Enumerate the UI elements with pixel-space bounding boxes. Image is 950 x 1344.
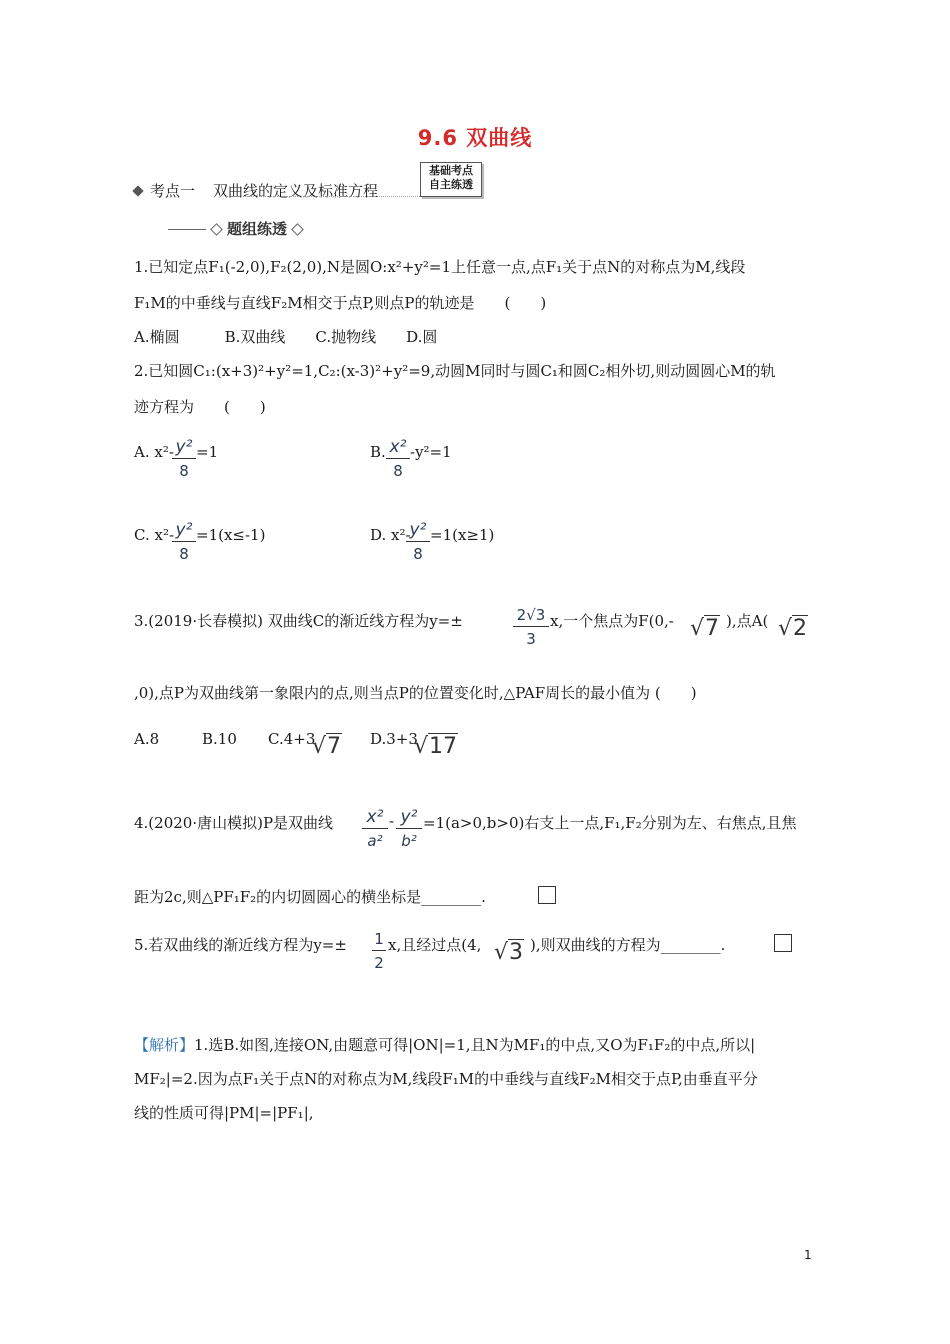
frac-den: 8 xyxy=(179,545,189,563)
frac-den: 3 xyxy=(526,630,536,648)
answer-checkbox[interactable] xyxy=(538,886,556,904)
q5-fraction xyxy=(372,930,386,972)
analysis-line2: MF₂|=2.因为点F₁关于点N的对称点为M,线段F₁M的中垂线与直线F₂M相交于点P,由垂直平分 xyxy=(134,1070,758,1088)
q2-option-c-fraction xyxy=(172,521,196,563)
q1-options: A.椭圆 B.双曲线 C.抛物线 D.圆 xyxy=(134,328,438,346)
analysis-line3: 线的性质可得|PM|=|PF₁|, xyxy=(134,1104,314,1122)
frac-num: x² xyxy=(389,437,407,457)
frac-num: 1 xyxy=(374,930,384,948)
q3-line1-mid2: ),点A( xyxy=(726,612,769,630)
diamond-icon xyxy=(210,223,223,236)
q2-option-c-post: =1(x≤-1) xyxy=(196,526,266,544)
frac-den: 2 xyxy=(374,954,384,972)
section-text: 双曲线的定义及标准方程 xyxy=(213,182,379,200)
q2-option-b-fraction xyxy=(386,438,410,480)
group-header xyxy=(168,218,308,239)
q5-line1-post: ),则双曲线的方程为________. xyxy=(530,936,726,954)
q2-option-a-fraction xyxy=(172,438,196,480)
q3-line2: ,0),点P为双曲线第一象限内的点,则当点P的位置变化时,△PAF周长的最小值为 ( ) xyxy=(134,684,697,702)
frac-num: y² xyxy=(409,520,427,540)
frac-den: 8 xyxy=(179,462,189,480)
divider xyxy=(168,229,206,230)
q2-option-d-fraction xyxy=(406,521,430,563)
q4-fraction-y xyxy=(396,808,422,850)
q3-option-c-sqrt: √7 xyxy=(312,734,342,759)
frac-den: b² xyxy=(401,832,417,850)
badge-line2: 自主练透 xyxy=(429,178,473,191)
q3-option-d: D.3+3 xyxy=(370,730,418,748)
frac-den: 8 xyxy=(393,462,403,480)
q2-option-d-post: =1(x≥1) xyxy=(430,526,495,544)
q2-option-d-pre: D. x²- xyxy=(370,526,411,544)
frac-num: y² xyxy=(175,520,193,540)
frac-num: y² xyxy=(400,807,418,827)
answer-checkbox[interactable] xyxy=(774,934,792,952)
frac-den: 8 xyxy=(413,545,423,563)
diamond-bullet-icon xyxy=(132,185,143,196)
q5-sqrt3: √3 xyxy=(494,940,524,965)
frac-den: a² xyxy=(367,832,383,850)
section-label: 考点一 xyxy=(150,182,196,200)
q3-line1-pre: 3.(2019·长春模拟) 双曲线C的渐近线方程为y=± xyxy=(134,612,463,630)
q2-option-b-pre: B. xyxy=(370,443,386,461)
q3-option-a: A.8 xyxy=(134,730,160,748)
topic-badge xyxy=(420,162,482,197)
q2-option-b-post: -y²=1 xyxy=(410,443,452,461)
frac-num: 2√3 xyxy=(516,606,546,624)
q3-option-d-sqrt: √17 xyxy=(414,734,458,759)
frac-num: x² xyxy=(366,807,384,827)
section-underline xyxy=(226,196,420,197)
q5-line1-mid: x,且经过点(4, xyxy=(388,936,482,954)
page-number: 1 xyxy=(804,1248,812,1262)
q2-option-a-post: =1 xyxy=(196,443,219,461)
q3-line1-mid: x,一个焦点为F(0,- xyxy=(550,612,674,630)
group-header-text: 题组练透 xyxy=(227,220,288,238)
q5-line1-pre: 5.若双曲线的渐近线方程为y=± xyxy=(134,936,347,954)
q4-line2: 距为2c,则△PF₁F₂的内切圆圆心的横坐标是________. xyxy=(134,888,486,906)
q2-option-a-pre: A. x²- xyxy=(134,443,174,461)
q3-option-b: B.10 xyxy=(202,730,237,748)
q3-sqrt7: √7 xyxy=(690,616,720,641)
q3-option-c: C.4+3 xyxy=(268,730,316,748)
q1-line2: F₁M的中垂线与直线F₂M相交于点P,则点P的轨迹是 ( ) xyxy=(134,294,547,312)
diamond-icon xyxy=(291,223,304,236)
q1-line1: 1.已知定点F₁(-2,0),F₂(2,0),N是圆O:x²+y²=1上任意一点,点F₁关于点N的对称点为M,线段 xyxy=(134,258,746,276)
q4-line1-post: =1(a>0,b>0)右支上一点,F₁,F₂分别为左、右焦点,且焦 xyxy=(423,814,797,832)
q4-line1-pre: 4.(2020·唐山模拟)P是双曲线 xyxy=(134,814,334,832)
badge-line1: 基础考点 xyxy=(429,164,473,177)
page-title: 9.6 双曲线 xyxy=(417,126,533,150)
q2-line1: 2.已知圆C₁:(x+3)²+y²=1,C₂:(x-3)²+y²=9,动圆M同时与圆C₁和圆C₂相外切,则动圆圆心M的轨 xyxy=(134,362,776,380)
q4-fraction-x xyxy=(362,808,388,850)
q3-fraction xyxy=(513,606,549,648)
q3-sqrt2: √2 xyxy=(778,616,808,641)
analysis-label: 【解析】 xyxy=(134,1036,195,1054)
section-heading xyxy=(134,180,378,201)
q2-option-c-pre: C. x²- xyxy=(134,526,175,544)
q2-line2: 迹方程为 ( ) xyxy=(134,398,266,416)
analysis-line1 xyxy=(134,1034,755,1055)
minus-sign: - xyxy=(389,812,395,830)
frac-num: y² xyxy=(175,437,193,457)
analysis-text: 1.选B.如图,连接ON,由题意可得|ON|=1,且N为MF₁的中点,又O为F₁F₂的中点,所以| xyxy=(194,1036,756,1054)
